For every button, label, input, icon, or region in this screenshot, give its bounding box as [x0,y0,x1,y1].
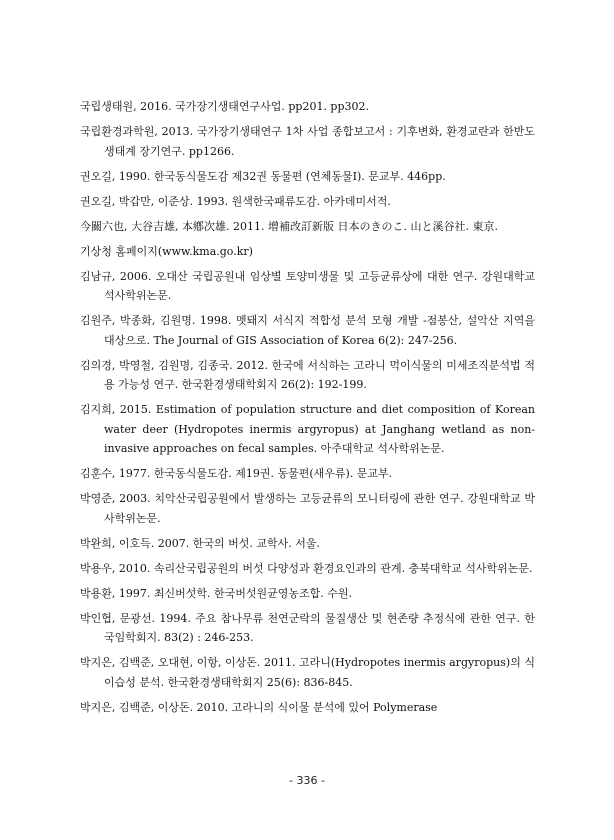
page-number: - 336 - [289,774,325,787]
reference-list [80,97,535,723]
reference-entry: 박지은, 김백준, 이상돈. 2010. 고라니의 식이물 분석에 있어 Polymerase [80,700,438,714]
reference-entry: 기상청 홈페이지(www.kma.go.kr) [80,244,253,258]
reference-entry: 박인협, 문광선. 1994. 주요 참나무류 천연군락의 물질생산 및 현존량 추정식에 관한 연구. 한국임학회지. 83(2) : 246-253. [80,611,535,644]
reference-entry: 김지희, 2015. Estimation of population structure and diet composition of Korean water deer (Hydropotes inermis argyropus) at Janghang wetland as non-invasive approaches on fecal samples. 아주대학교 석사학위논문. [80,403,535,455]
reference-entry: 권오길, 박갑만, 이준상. 1993. 원색한국패류도감. 아카데미서적. [80,194,391,208]
reference-entry: 김남규, 2006. 오대산 국립공원내 임상별 토양미생물 및 고등균류상에 대한 연구. 강원대학교 석사학위논문. [80,269,535,302]
reference-entry: 국립생태원, 2016. 국가장기생태연구사업. pp201. pp302. [80,100,370,113]
reference-entry: 박지은, 김백준, 오대현, 이항, 이상돈. 2011. 고라니(Hydropotes inermis argyropus)의 식이습성 분석. 한국환경생태학회지 25(6): 836-845. [80,656,535,689]
reference-entry: 권오길, 1990. 한국동식물도감 제32권 동물편 (연체동물Ⅰ). 문교부. 446pp. [80,169,446,183]
reference-entry: 박완희, 이호득. 2007. 한국의 버섯. 교학사. 서울. [80,536,320,550]
reference-entry: 김원주, 박종화, 김원명. 1998. 멧돼지 서식지 적합성 분석 모형 개발 -점봉산, 설악산 지역을 대상으로. The Journal of GIS Association of Korea 6(2): 247-256. [80,314,535,347]
reference-entry: 박용우, 2010. 속리산국립공원의 버섯 다양성과 환경요인과의 관계. 충북대학교 석사학위논문. [80,561,533,575]
reference-entry: 김훈수, 1977. 한국동식물도감. 제19권. 동물편(새우류). 문교부. [80,467,393,480]
reference-entry: 김의경, 박영철, 김원명, 김종국. 2012. 한국에 서식하는 고라니 먹이식물의 미세조직분석법 적용 가능성 연구. 한국환경생태학회지 26(2): 192-199. [80,358,535,391]
reference-entry: 박영준, 2003. 치악산국립공원에서 발생하는 고등균류의 모니터링에 관한 연구. 강원대학교 박사학위논문. [80,492,535,525]
reference-entry: 국립환경과학원, 2013. 국가장기생태연구 1차 사업 종합보고서 : 기후변화, 환경교란과 한반도 생태계 장기연구. pp1266. [80,125,535,158]
reference-entry: 今關六也, 大谷吉雄, 本鄕次雄. 2011. 增補改訂新版 日本のきのこ. 山と溪谷社. 東京. [80,219,498,233]
reference-entry: 박용환, 1997. 최신버섯학. 한국버섯원균영농조합. 수원. [80,586,352,600]
